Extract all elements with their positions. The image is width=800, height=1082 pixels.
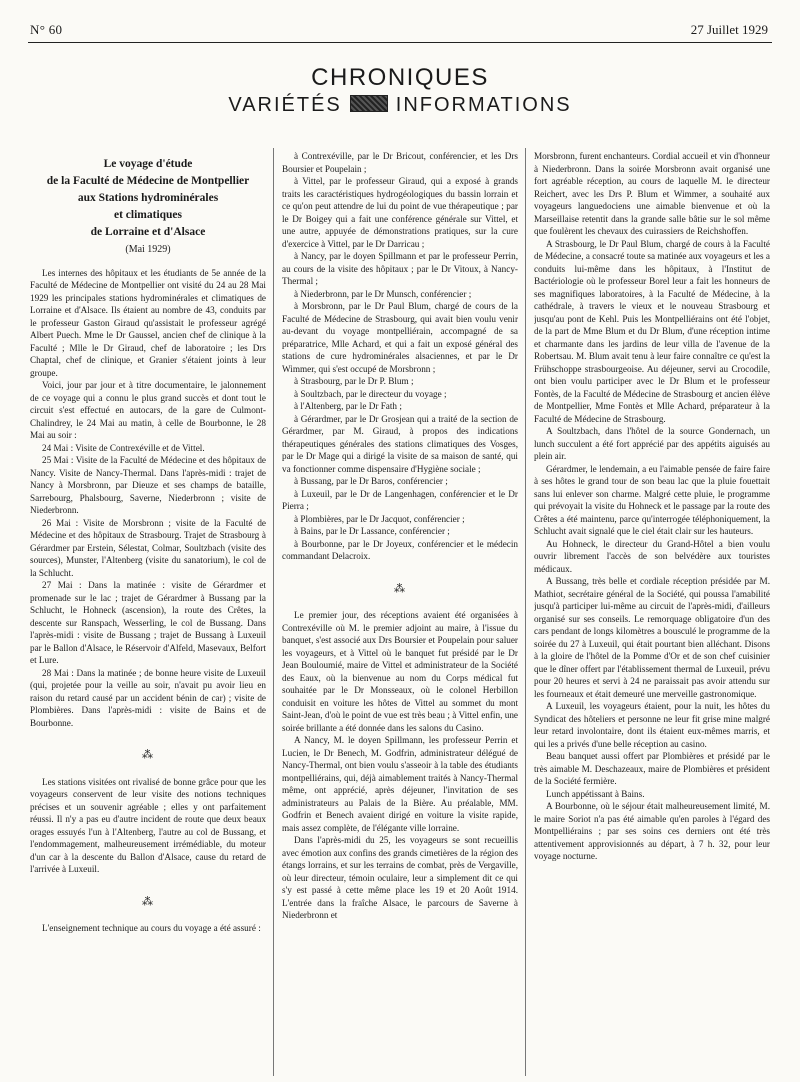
article-title-line: de Lorraine et d'Alsace [90,226,206,238]
column-2 [282,150,518,1075]
masthead-subtitle [0,94,800,117]
lecture-item: à Bains, par le Dr Lassance, conférencier ; [294,526,450,536]
masthead-right-word: INFORMATIONS [395,94,572,116]
paragraph: A Luxeuil, les voyageurs étaient, pour la nuit, les hôtes du Syndicat des hôteliers et personne ne leur fit grise mine malgré leur retard involontaire, dont ils étaient eux-mêmes marris, et qui les a privés d'une belle réception au casino. [534,701,770,749]
article-title-line: de la Faculté de Médecine de Montpellier [46,175,250,187]
paragraph: Au Hohneck, le directeur du Grand-Hôtel a bien voulu ouvrir librement l'accès de son belvédère aux touristes médicaux. [534,538,770,574]
paragraph: A Strasbourg, le Dr Paul Blum, chargé de cours à la Faculté de Médecine, a consacré toute sa matinée aux voyageurs et les a conduits lui-même dans les hôpitaux, à l'Institut de Bactériologie où le professeur Borel leur a fait les honneurs de ses magnifiques laboratoires, à la Faculté de Médecine, à la cathédrale, à travers le vieux et le nouveau Strasbourg et jusqu'au pont de Kehl. Puis les Montpelliérains ont été l'objet, de la part de Mme Blum et du Dr Blum, d'une réception intime et charmante dans les jardins de leur villa de l'avenue de la Robertsau. M. Blum avait tenu à leur faire connaître ce qu'est la Frühschoppe strasbourgeoise. Au déjeuner, servi au Crocodile, ont bien voulu participer avec le Dr Blum et le professeur Fontès, de la Faculté de Médecine de Strasbourg et ancien élève de Montpellier, Mme Fontès et Mlle Achard, préparateur à la Faculté de Médecine de Strasbourg. [534,238,770,424]
issue-number: N° 60 [30,22,63,37]
masthead-title: CHRONIQUES [311,64,489,91]
section-separator: ⁂ [142,749,154,761]
lecture-item: à Contrexéville, par le Dr Bricout, conférencier, et les Drs Boursier et Poupelain ; [282,151,518,174]
masthead-left-word: VARIÉTÉS [228,94,342,116]
article-title-line: aux Stations hydrominérales [77,192,219,204]
paragraph: 26 Mai : Visite de Morsbronn ; visite de la Faculté de Médecine et des hôpitaux de Strasbourg. Trajet de Strasbourg à Gérardmer par Erstein, Sélestat, Colmar, Soultzbach (visite des sources), Munster, l'Altenberg (visite du sanatorium), le col de la Schlucht. [30,517,266,578]
article-title-line: et climatiques [113,209,183,221]
paragraph: A Nancy, M. le doyen Spillmann, les professeur Perrin et Lucien, le Dr Benech, M. Godfrin, administrateur délégué de Nancy-Thermal, ont bien voulu s'asseoir à la table des étudiants montpelliérains, qui, déjà aimablement traités à Nancy-Thermal même, ont apprécié, après déjeuner, l'invitation de ses administrateurs au Palais de la Bière. Au préalable, MM. Godfrin et Benech avaient dirigé en voiture la visite rapide, mais assez complète, de l'élégante ville lorraine. [282,735,518,833]
column-divider [525,148,526,1076]
lecture-item: à Bussang, par le Dr Baros, conférencier ; [294,476,448,486]
paragraph: 24 Mai : Visite de Contrexéville et de Vittel. [42,442,205,453]
lecture-item: à Soultzbach, par le directeur du voyage ; [294,388,447,399]
paragraph: A Soultzbach, dans l'hôtel de la source Gondernach, un lunch succulent a été fort apprécié par des appétits aiguisés au plein air. [534,426,770,461]
article-title [30,156,266,241]
lecture-item: à Strasbourg, par le Dr P. Blum ; [294,376,414,386]
lecture-item: à Nancy, par le doyen Spillmann et par le professeur Perrin, au cours de la visite des hôpitaux ; par le Dr Vitoux, à Nancy-Thermal ; [282,251,518,286]
lecture-item: à Luxeuil, par le Dr de Langenhagen, conférencier et le Dr Pierra ; [282,488,518,511]
paragraph: Les internes des hôpitaux et les étudiants de 5e année de la Faculté de Médecine de Montpellier ont visité du 24 au 28 Mai 1929 les principales stations hydrominérales et climatiques de Lorraine et d'Alsace. Ils étaient au nombre de 43, conduits par le professeur Gaston Giraud qu'assistait le professeur agrégé Albert Puech. Mme le Dr Gaussel, ancien chef de clinique à la Faculté ; Mlle le Dr Giraud, chef de laboratoire ; les Drs Chaptal, chef de clinique, et Granier s'étaient joints à leur groupe. [30,267,266,378]
lecture-item: à Bourbonne, par le Dr Joyeux, conférencier et le médecin commandant Delacroix. [282,538,518,561]
paragraph: 25 Mai : Visite de la Faculté de Médecine et des hôpitaux de Nancy. Visite de Nancy-Thermal. Dans l'après-midi : trajet de Nancy à Morsbronn, par Dieuze et ses champs de bataille, Sarrebourg, Phalsbourg, Saverne, Niederbronn ; visite de Niederbronn. [30,455,266,515]
paragraph: 28 Mai : Dans la matinée ; de bonne heure visite de Luxeuil (qui, projetée pour la veille au soir, n'avait pu avoir lieu en raison du retard causé par un accident bénin de car) ; visite de Plombières. Dans l'après-midi : visite de Bains et de Bourbonne. [30,667,266,728]
decorative-ornament-icon [350,95,388,112]
article-date: (Mai 1929) [125,244,171,255]
paragraph: L'enseignement technique au cours du voyage a été assuré : [42,923,261,933]
paragraph: Voici, jour par jour et à titre documentaire, le jalonnement de ce voyage qui a connu le plus grand succès et dont tout le circuit s'est effectué en autocars, de la gare de Culmont-Chalindrey, le 24 Mai au matin, à celle de Bourbonne, le 28 Mai au soir : [30,380,266,440]
paragraph: A Bussang, très belle et cordiale réception présidée par M. Mathiot, secrétaire général de la Société, qui poussa l'amabilité jusqu'à participer lui-même au circuit de l'après-midi, d'ailleurs organisé sur ses conseils. Le remorquage obligatoire d'un des cars pendant de longs kilomètres a bousculé le programme de la soirée du 27 à Luxeuil, qui était pourtant bien alléchant. Disons à la gloire de l'hôtel de la Pomme d'Or et de son chef cuisinier que le dîner offert par l'établissement thermal de Luxeuil, prévu pour 20 heures et servi à 24 ne paraissait pas avoir attendu sur les fourneaux et était demeuré une merveille gastronomique. [534,576,770,699]
paragraph: Dans l'après-midi du 25, les voyageurs se sont recueillis avec émotion aux confins des grands cimetières de la région des étangs lorrains, et sur les terrains de combat, près de Vergaville, où leur directeur, témoin oculaire, leur a simplement dit ce qui s'y est passé à cette même place les 19 et 20 Août 1914. L'entrée dans la fraîche Alsace, le parcours de Saverne à Niederbronn et [282,835,518,920]
article-title-line: Le voyage d'étude [103,158,193,170]
paragraph: Lunch appétissant à Bains. [546,788,645,799]
issue-date: 27 Juillet 1929 [690,22,768,37]
section-separator: ⁂ [142,895,154,908]
paragraph: Beau banquet aussi offert par Plombières et présidé par le très aimable M. Deschazeaux, maire de Plombières et président de la Société fermière. [534,751,770,786]
column-divider [273,148,274,1076]
lecture-item: à Gérardmer, par le Dr Grosjean qui a traité de la section de Gérardmer, par M. Giraud, à propos des indications thérapeutiques générales des stations climatiques des Vosges, par le Dr Mage qui a dirigé la visite de sa maison de santé, qui va fonctionner comme dispensaire d'Hygiène sociale ; [282,413,518,474]
paragraph: Les stations visitées ont rivalisé de bonne grâce pour que les voyageurs conservent de leur visite des notions techniques précises et un souvenir agréable ; elles y ont parfaitement réussi. Il n'y a pas eu d'autre incident de route que deux beaux orages essuyés l'un à l'Altenberg, l'autre au col de Bussang, et l'endommagement, malheureusement irrémédiable, du moteur d'un car à la descente du Ballon d'Alsace, cause du retard de l'arrivée à Luxeuil. [30,776,266,874]
paragraph: Gérardmer, le lendemain, a eu l'aimable pensée de faire faire à ses hôtes le grand tour de son beau lac que la pluie fouettait sans lui enlever son charme. Malgré cette pluie, le programme qui prévoyait la visite du Hohneck et le passage par la route des Crêtes a été maintenu, parce qu'interrogée téléphoniquement, la Schlucht avait signalé que le ciel était clair sur les hauteurs. [534,463,770,536]
lecture-item: à Vittel, par le professeur Giraud, qui a exposé à grands traits les caractéristiques hydrogéologiques du bassin lorrain et ce qu'on peut attendre de lui du point de vue thérapeutique ; par le Dr Boigey qui a fait une conférence générale sur Vittel, et une autre, appuyée de démonstrations pratiques, sur la cure d'exercice à Vittel, par le Dr Darricau ; [282,176,518,249]
section-separator: ⁂ [394,582,406,595]
paragraph: Le premier jour, des réceptions avaient été organisées à Contrexéville où M. le premier adjoint au maire, à l'issue du banquet, s'est associé aux Drs Boursier et Poupelain pour saluer les voyageurs, et à Vittel où le banquet fut présidé par le Dr Jean Bouloumié, maire de Vittel et administrateur de la Société des Eaux, où la bienvenue au nom du Corps médical fut souhaitée par le Dr Monsseaux, où le colonel Herbillon conduisit en voiture les hôtes de Vittel au sommet du mont Saint-Jean, d'où le point de vue est très beau ; à Vittel enfin, une soirée brillante a été donnée dans les salons du Casino. [282,610,518,733]
paragraph: Morsbronn, furent enchanteurs. Cordial accueil et vin d'honneur à Niederbronn. Dans la soirée Morsbronn avait organisé une fort agréable réception, au cours de laquelle M. le directeur Reichert, avec les Drs P. Blum et Wimmer, a souhaité aux voyageurs languedociens une aimable bienvenue et où la Marseillaise retentit dans la grande salle bâtie sur le sol même que foulèrent les chevaux des cuirassiers de Reichshoffen. [534,151,770,236]
paragraph: 27 Mai : Dans la matinée : visite de Gérardmer et promenade sur le lac ; trajet de Gérardmer à Bussang par la Schlucht, le Hohneck (ascension), la route des Crêtes, la descente sur Ranspach, Wesserling, le col de Bussang. Dans l'après-midi : visite de Bussang ; trajet de Bussang à Luxeuil par le Ballon d'Alsace, le Réservoir d'Alfeld, Masevaux, Belfort et Lure. [30,580,266,665]
lecture-item: à Plombières, par le Dr Jacquot, conférencier ; [294,513,465,524]
column-3 [534,150,770,1075]
paragraph: A Bourbonne, où le séjour était malheureusement limité, M. le maire Soriot n'a pas été aimable qu'en paroles à l'égard des Montpelliérains ; par ses soins ces derniers ont été très attentivement approvisionnés au départ, à 7 h. 32, pour leur voyage nocturne. [534,801,770,861]
lecture-item: à Morsbronn, par le Dr Paul Blum, chargé de cours de la Faculté de Médecine de Strasbourg, qui avait bien voulu venir au-devant du voyage montpelliérain, accompagné de sa préparatrice, Mlle Achard, et qui a fait un exposé général des stations de cure hydrominérales alsaciennes, et par le Dr Wimmer, qui s'est occupé de Morsbronn ; [282,301,518,374]
lecture-item: à Niederbronn, par le Dr Munsch, conférencier ; [294,288,472,299]
header-rule [28,42,772,43]
column-1 [30,150,266,1075]
lecture-item: à l'Altenberg, par le Dr Fath ; [294,401,402,411]
